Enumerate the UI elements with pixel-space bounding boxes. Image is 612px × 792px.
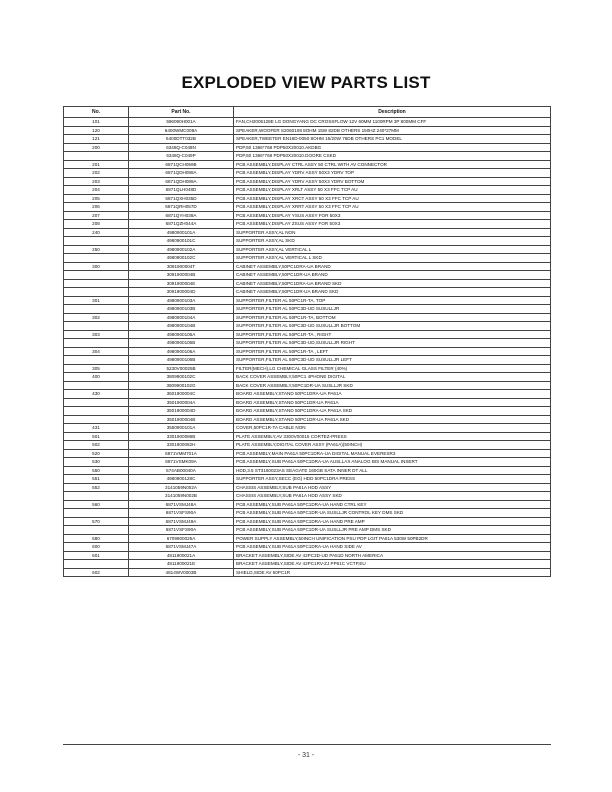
table-row: [64, 237, 551, 246]
row-number: [64, 237, 129, 246]
row-description: PLATE ASSEMBLY,AV 3300V00015 CORTEZ-PRESS: [234, 432, 551, 441]
part-number: 6400WMC008A: [129, 126, 234, 135]
row-number: [64, 356, 129, 365]
row-description: CHASSIS ASSEMBLY,SUB PA61A HDD ASSY SKD: [234, 492, 551, 501]
row-description: SUPPORTER,FILTER AL 50PC1R-TA, TOP: [234, 296, 551, 305]
row-number: [64, 271, 129, 280]
row-description: PCB ASSEMBLY,MAIN PA61A 50PC1DRA-UA DIGITAL MANUAL EVERESR3: [234, 449, 551, 458]
table-row: [64, 449, 551, 458]
table-row: [64, 254, 551, 263]
row-number: 551: [64, 475, 129, 484]
table-row: [64, 135, 551, 144]
row-description: PCB ASSEMBLY,SUB PA61A 50PC1DRA-UA AUSLLAX ANALOG BIS MANUAL INSERT: [234, 458, 551, 467]
row-description: COVER,50PC1R-TA CABLE NON: [234, 424, 551, 433]
part-number: 3501900004A: [129, 398, 234, 407]
part-number: 6871QCH059B: [129, 160, 234, 169]
row-description: SUPPORTER,FILTER AL 50PC3D-UD SUSULLJR LEFT: [234, 356, 551, 365]
table-row: [64, 160, 551, 169]
row-number: 400: [64, 373, 129, 382]
table-row: [64, 424, 551, 433]
table-row: [64, 220, 551, 229]
table-row: [64, 500, 551, 509]
row-number: [64, 322, 129, 331]
row-number: 552: [64, 483, 129, 492]
row-number: 550: [64, 466, 129, 475]
table-row: [64, 211, 551, 220]
part-number: 4814WV0003B: [129, 568, 234, 577]
part-number: 4980900105B: [129, 339, 234, 348]
column-header-part-no: Part No.: [129, 107, 234, 118]
table-body: [64, 118, 551, 577]
row-description: PCB ASSEMBLY,DISPLAY CTRL ASSY 50 CTRL WITH AV CONNECTOR: [234, 160, 551, 169]
table-row: [64, 194, 551, 203]
part-number: 4811900021A: [129, 551, 234, 560]
row-description: SPEAKER,TWEETER EN16D-0050 8OHM 15/20W 76DB OTHERS PC1 MODEL: [234, 135, 551, 144]
row-number: 302: [64, 313, 129, 322]
table-row: [64, 390, 551, 399]
part-number: 4980900101A: [129, 228, 234, 237]
row-number: 520: [64, 449, 129, 458]
row-number: 240: [64, 228, 129, 237]
row-number: 202: [64, 169, 129, 178]
part-number: 3809900102C: [129, 373, 234, 382]
table-row: [64, 441, 551, 450]
table-row: [64, 356, 551, 365]
part-number: 3550900101A: [129, 424, 234, 433]
row-description: BRACKET ASSEMBLY,SIDE AV 42PC3D-UD PA51D NORTH AMERICA: [234, 551, 551, 560]
row-number: 205: [64, 194, 129, 203]
row-number: [64, 305, 129, 314]
table-row: [64, 534, 551, 543]
row-number: 101: [64, 118, 129, 127]
row-number: 570: [64, 517, 129, 526]
row-description: POWER SUPPLY ASSEMBLY,50INCH UNIFICATION PSU PDP LGIT PA61A 530W 50PB2DR: [234, 534, 551, 543]
row-description: PCB ASSEMBLY,DISPLAY XRRT ASSY 50 X3 FFC TCP AU: [234, 203, 551, 212]
table-row: [64, 296, 551, 305]
part-number: 3141059N002A: [129, 483, 234, 492]
row-description: SHIELD,SIDE AV 50PC1R: [234, 568, 551, 577]
column-header-no: No.: [64, 107, 129, 118]
row-number: 601: [64, 551, 129, 560]
part-number: 4980900106A: [129, 347, 234, 356]
row-description: FAN,CH2005128E LG DONGYANG DC CROSSFLOW 12V 60MM 1100RPM 3P 800MM CFF: [234, 118, 551, 127]
table-row: [64, 458, 551, 467]
row-number: 430: [64, 390, 129, 399]
row-description: SUPPORTER,FILTER AL 50PC1R-TA, BOTTOM: [234, 313, 551, 322]
part-number: 6871QLH048D: [129, 186, 234, 195]
part-number: 4980900103A: [129, 296, 234, 305]
part-number: 4980900103B: [129, 305, 234, 314]
table-row: [64, 305, 551, 314]
row-description: PCB ASSEMBLY,SUB PA61A 50PC1DR-UA SUSLLJR PRE AMP DMS SKD: [234, 526, 551, 535]
table-row: [64, 169, 551, 178]
part-number: 6871QDH089A: [129, 177, 234, 186]
table-row: [64, 381, 551, 390]
row-number: 250: [64, 245, 129, 254]
part-number: 3091900004T: [129, 262, 234, 271]
part-number: 5230V00025B: [129, 364, 234, 373]
table-row: [64, 364, 551, 373]
row-description: CHASSIS ASSEMBLY,SUB PA61A HDD ASSY: [234, 483, 551, 492]
row-description: PDP,50 1366*768 PDP50X20010.AKDBG: [234, 143, 551, 152]
part-number: 3091900004B: [129, 271, 234, 280]
part-number: 4980900102A: [129, 245, 234, 254]
part-number: 6871QXH035D: [129, 194, 234, 203]
part-number: 674AB00040A: [129, 466, 234, 475]
part-number: 4811900021E: [129, 560, 234, 569]
row-description: SUPPORTER,FILTER AL 50PC1R-TA , RIGHT: [234, 330, 551, 339]
row-description: SUPPORTER ASSY,AL NON: [234, 228, 551, 237]
row-description: PCB ASSEMBLY,DISPLAY YSUS ASSY FOR 50X3: [234, 211, 551, 220]
part-number: 3141059N002B: [129, 492, 234, 501]
row-description: SUPPORTER,FILTER AL 50PC3D-UD SUSULLJR: [234, 305, 551, 314]
row-number: [64, 492, 129, 501]
row-number: 304: [64, 347, 129, 356]
row-number: [64, 526, 129, 535]
part-number: 3091900004E: [129, 279, 234, 288]
row-description: PCB ASSEMBLY,DISPLAY YDRV ASSY 50X3 YDRV BOTTOM: [234, 177, 551, 186]
table-row: [64, 509, 551, 518]
table-row: [64, 517, 551, 526]
row-number: [64, 407, 129, 416]
part-number: 4980900128C: [129, 475, 234, 484]
row-number: 200: [64, 143, 129, 152]
page-number: - 31 -: [297, 752, 315, 759]
part-number: 4980900101C: [129, 237, 234, 246]
row-number: [64, 279, 129, 288]
row-description: SUPPORTER,FILTER AL 50PC3D-UD SUSULLJR BOTTOM: [234, 322, 551, 331]
row-number: 203: [64, 177, 129, 186]
row-description: BOARD ASSEMBLY,STAND 50PC1DRA-UA PA61A: [234, 390, 551, 399]
table-row: [64, 245, 551, 254]
row-number: 204: [64, 186, 129, 195]
table-row: [64, 475, 551, 484]
row-description: PDP,50 1366*768 PDP50X20010.DOORE CSKD: [234, 152, 551, 161]
row-description: BRACKET ASSEMBLY,SIDE AV 42PC1RV-ZJ PP61C VCTP,EU: [234, 560, 551, 569]
row-description: PCB ASSEMBLY,SUB PA61A 50PC1DR-UA SUSLLJR CONTROL KEY DMS SKD: [234, 509, 551, 518]
table-row: [64, 560, 551, 569]
table-row: [64, 339, 551, 348]
part-number: 3501900004B: [129, 415, 234, 424]
table-row: [64, 407, 551, 416]
row-description: SUPPORTER ASSY,AL VERTICAL L: [234, 245, 551, 254]
part-number: 6871VSFS90A: [129, 509, 234, 518]
row-number: 303: [64, 330, 129, 339]
row-description: SUPPORTER,FILTER AL 50PC3D-UD,SUSULLJR RIGHT: [234, 339, 551, 348]
part-number: 3091900004D: [129, 288, 234, 297]
part-number: 596090H001A: [129, 118, 234, 127]
row-description: PCB ASSEMBLY,SUB PA61A 50PC1DRA-UA HAND PRE AMP: [234, 517, 551, 526]
part-number: 3301900082H: [129, 441, 234, 450]
table-row: [64, 483, 551, 492]
part-number: 6871QZH044A: [129, 220, 234, 229]
part-number: 6709900025A: [129, 534, 234, 543]
row-number: 301: [64, 296, 129, 305]
row-description: PCB ASSEMBLY,DISPLAY XRLT ASSY 50 X3 FFC TCP AU: [234, 186, 551, 195]
part-number: 4980900104B: [129, 322, 234, 331]
part-number: 6871VSMJ47A: [129, 543, 234, 552]
row-description: SPEAKER,WOOFER S2060108 8OHM 15W 82DB OTHERS 150HZ 240*27MM: [234, 126, 551, 135]
footer-rule: [63, 744, 551, 745]
table-row: [64, 118, 551, 127]
table-row: [64, 322, 551, 331]
part-number: 6348Q-C048N: [129, 143, 234, 152]
row-description: PCB ASSEMBLY,DISPLAY XRCT ASSY 50 X3 FFC TCP AU: [234, 194, 551, 203]
row-description: PCB ASSEMBLY,SUB PA61A 50PC1DRA-UA HAND SIDE AV: [234, 543, 551, 552]
row-number: 560: [64, 500, 129, 509]
table-row: [64, 432, 551, 441]
table-row: [64, 126, 551, 135]
row-number: 300: [64, 262, 129, 271]
row-number: 530: [64, 458, 129, 467]
part-number: 6871QYH039A: [129, 211, 234, 220]
row-description: HDD,3.5 ST3160023AS SEAGATE 160GB SATA INNER DT ALL: [234, 466, 551, 475]
row-number: 502: [64, 441, 129, 450]
table-row: [64, 398, 551, 407]
table-row: [64, 373, 551, 382]
table-row: [64, 347, 551, 356]
row-description: PCB ASSEMBLY,DISPLAY YDRV ASSY 50X3 YDRV TOP: [234, 169, 551, 178]
part-number: 6871VSMJ48A: [129, 500, 234, 509]
row-number: 206: [64, 203, 129, 212]
row-number: [64, 152, 129, 161]
table-row: [64, 415, 551, 424]
part-number: 4980900106B: [129, 356, 234, 365]
parts-table: [63, 106, 551, 577]
row-number: 501: [64, 432, 129, 441]
row-number: 305: [64, 364, 129, 373]
row-description: PLATE ASSEMBLY,DIGITAL COVER ASSY (PA61A)(50INCH): [234, 441, 551, 450]
part-number: 6400DTT032B: [129, 135, 234, 144]
row-description: SUPPORTER ASSY,SECC (EG) HDD 50PC1DRA PRESS: [234, 475, 551, 484]
row-number: 602: [64, 568, 129, 577]
row-description: CABINET ASSEMBLY,50PC1DR-UA BRAND: [234, 271, 551, 280]
row-number: 120: [64, 126, 129, 135]
table-row: [64, 186, 551, 195]
part-number: 6871QDH088A: [129, 169, 234, 178]
table-row: [64, 526, 551, 535]
table-row: [64, 568, 551, 577]
row-description: BOARD ASSEMBLY,STAND 50PC1DRA-UA PA61A SKD: [234, 407, 551, 416]
row-description: SUPPORTER ASSY,AL VERTICAL L SKD: [234, 254, 551, 263]
row-description: FILTER(MECH),LG CHEMICAL GLASS FILTER (40%): [234, 364, 551, 373]
table-row: [64, 143, 551, 152]
table-row: [64, 152, 551, 161]
row-description: PCB ASSEMBLY,DISPLAY ZSUS ASSY FOR 50X3: [234, 220, 551, 229]
table-row: [64, 543, 551, 552]
part-number: 3301900086B: [129, 432, 234, 441]
row-number: 208: [64, 220, 129, 229]
row-number: [64, 339, 129, 348]
part-number: 3501900004D: [129, 407, 234, 416]
table-row: [64, 279, 551, 288]
row-description: SUPPORTER,FILTER AL 50PC1R-TA , LEFT: [234, 347, 551, 356]
table-row: [64, 551, 551, 560]
row-description: BOARD ASSEMBLY,STAND 50PC1DR-UA PA61A: [234, 398, 551, 407]
table-row: [64, 177, 551, 186]
table-row: [64, 271, 551, 280]
row-number: 207: [64, 211, 129, 220]
row-number: [64, 381, 129, 390]
row-number: 201: [64, 160, 129, 169]
column-header-description: Description: [234, 107, 551, 118]
part-number: 6871QRH057D: [129, 203, 234, 212]
table-row: [64, 203, 551, 212]
table-row: [64, 313, 551, 322]
table-row: [64, 466, 551, 475]
row-description: CABINET ASSEMBLY,50PC1DRA-UA BRAND: [234, 262, 551, 271]
row-description: CABINET ASSEMBLY,50PC1DRA-UA BRAND SKD: [234, 279, 551, 288]
table-row: [64, 330, 551, 339]
part-number: 4980900102C: [129, 254, 234, 263]
part-number: 6871VMM701A: [129, 449, 234, 458]
part-number: 6871VSMK09A: [129, 458, 234, 467]
part-number: 3501900004C: [129, 390, 234, 399]
row-number: [64, 288, 129, 297]
row-number: [64, 560, 129, 569]
row-number: [64, 415, 129, 424]
table-row: [64, 262, 551, 271]
part-number: 6871VSFS90A: [129, 526, 234, 535]
part-number: 6871VSMJ49A: [129, 517, 234, 526]
table-header-row: [64, 107, 551, 118]
row-description: PCB ASSEMBLY,SUB PA61A 50PC1DRA-UA HAND CTRL KEY: [234, 500, 551, 509]
table-row: [64, 492, 551, 501]
row-number: 121: [64, 135, 129, 144]
row-description: BACK COVER ASSEMBLY,50PC1 4PHONE DIGITAL: [234, 373, 551, 382]
row-number: [64, 509, 129, 518]
row-number: 431: [64, 424, 129, 433]
part-number: 4980900104A: [129, 313, 234, 322]
row-description: CABINET ASSEMBLY,50PC1DR-UA BRAND SKD: [234, 288, 551, 297]
row-number: [64, 254, 129, 263]
part-number: 4980900105A: [129, 330, 234, 339]
table-row: [64, 228, 551, 237]
row-number: [64, 398, 129, 407]
row-description: BACK COVER ASSEMBLY,50PC1DR-UA SUSLLJR SKD: [234, 381, 551, 390]
row-description: SUPPORTER ASSY,AL SKD: [234, 237, 551, 246]
row-number: 600: [64, 543, 129, 552]
page-title: EXPLODED VIEW PARTS LIST: [181, 73, 431, 92]
part-number: 3809900102G: [129, 381, 234, 390]
row-description: BOARD ASSEMBLY,STAND 50PC1DR-UA PA61A SKD: [234, 415, 551, 424]
part-number: 6348Q-C049P: [129, 152, 234, 161]
table-row: [64, 288, 551, 297]
row-number: 580: [64, 534, 129, 543]
